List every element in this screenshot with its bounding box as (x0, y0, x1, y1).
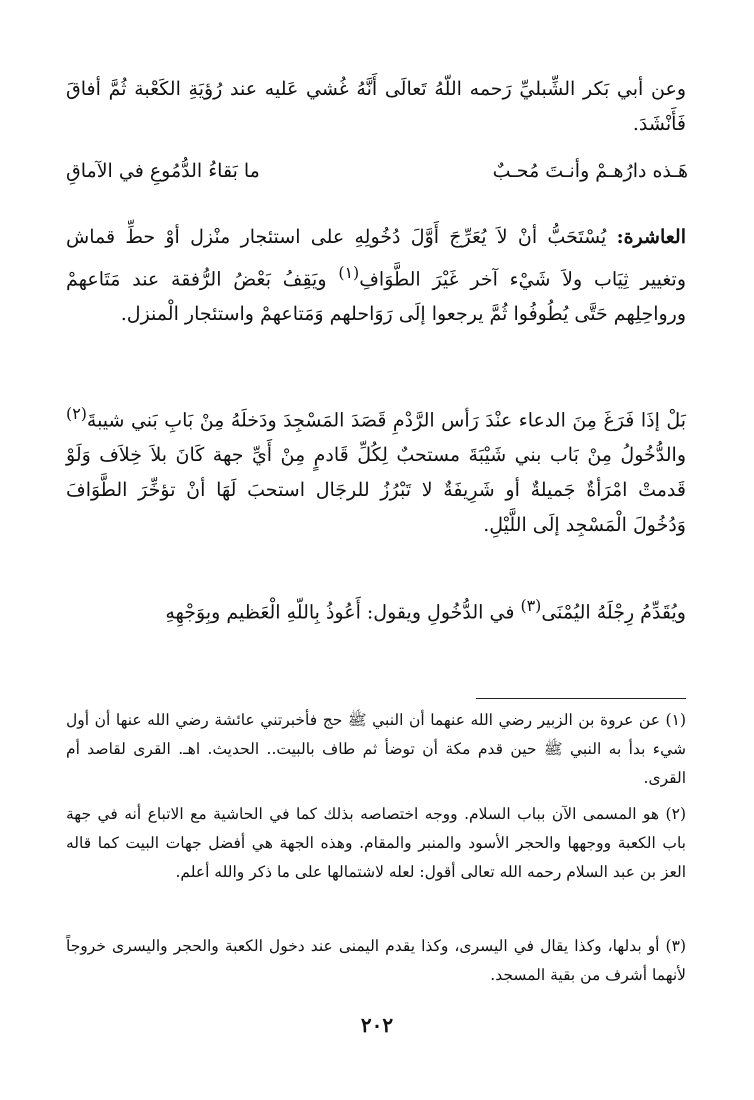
footnote-ref-3[interactable]: (٣) (520, 596, 542, 615)
footnote-3 (66, 932, 686, 990)
footnote-text: عن عروة بن الزبير رضي الله عنهما أن النبي ﷺ حج فأخبرتني عائشة رضي الله عنها أن أول شيء بدأ به النبي ﷺ حين قدم مكة أن توضأ ثم طاف بالبيت.. الحديث. اهـ. القرى لقاصد أم القرى. (66, 711, 686, 787)
paragraph-tenth-text-continued: ويَقِفُ بَعْضُ الرُّفقة عند مَتَاعهمْ ورواحِلِهم حَتَّى يُطُوفُوا ثُمَّ يرجعوا إلَى رَوَاحلهم وَمَتاعهمْ واستئجار الْمنزل. (66, 268, 686, 326)
paragraph-shibli (66, 72, 686, 142)
paragraph-right-foot (66, 588, 686, 630)
paragraph-entering-text: بَلْ إذَا فَرَغَ مِنَ الدعاء عنْدَ رَأس الرَّدْمِ قَصَدَ المَسْجِدَ ودَخلَهُ مِنْ بَابِ بَني شيبةَ (86, 409, 686, 432)
footnote-ref-1[interactable]: (١) (338, 263, 360, 282)
paragraph-tenth (66, 220, 686, 332)
paragraph-right-foot-text-continued: في الدُّخُولِ ويقول: أَعُوذُ بِاللّهِ الْعَظيم وبِوَجْهِهِ (165, 601, 515, 624)
footnote-marker: (١) (665, 711, 686, 729)
paragraph-heading: العاشرة: (616, 226, 686, 248)
footnote-separator (476, 698, 686, 699)
paragraph-entering-text-continued: والدُّخُولُ مِنْ بَاب بني شَيْبَةَ مستحبٌ لِكُلِّ قَادمٍ مِنْ أَيِّ جهة كَانَ بلاَ خِلاَف وَلَوْ قَدمتْ امْرَأةٌ جَميلةٌ أو شَرِيفَةٌ لا تَبْرُزُ للرجَال استحبَ لَهَا أنْ تؤخِّرَ الطَّوَافَ وَدُخُولَ الْمَسْجِد إلَى اللَّيْلِ. (66, 444, 686, 537)
footnote-1 (66, 706, 686, 793)
verse-second-hemistich: ما بَقاءُ الدُّمُوعِ في الآماقِ (66, 160, 260, 182)
footnote-text: أو بدلها، وكذا يقال في اليسرى، وكذا يقدم اليمنى عند دخول الكعبة والحجر واليسرى خروجاً لأنهما أشرف من بقية المسجد. (66, 937, 686, 984)
page-number: ٢٠٢ (360, 1013, 394, 1037)
footnote-marker: (٢) (665, 805, 686, 823)
poetry-verse (66, 151, 688, 191)
footnote-marker: (٣) (665, 937, 686, 955)
footnote-ref-2[interactable]: (٢) (66, 404, 87, 423)
paragraph-tenth-text: يُسْتَحَبُّ أنْ لاَ يُعَرِّجَ أَوَّلَ دُخُولِهِ على استئجار منْزل أوْ حطِّ قماش وتغيير ثِيَاب ولاَ شَيْء آخر غَيْرَ الطَّوَافِ (66, 226, 687, 291)
paragraph-shibli-text: وعن أبي بَكر الشِّبليِّ رَحمه اللّهُ تَعالَى أَنَّهُ غُشي عَليه عند رُؤيَةِ الكَعْبة ثُمَّ أفاقَ فَأَنْشَدَ. (66, 78, 686, 135)
paragraph-right-foot-text: ويُقَدِّمُ رِجْلَهُ اليُمْنَى (541, 601, 686, 624)
footnote-2 (66, 800, 686, 887)
footnote-text: هو المسمى الآن بباب السلام. ووجه اختصاصه بذلك كما في الحاشية مع الاتباع أنه في جهة باب الكعبة ووجهها والحجر الأسود والمنبر والمقام. وهذه الجهة هي أفضل جهات البيت كما قاله العز بن عبد السلام رحمه الله تعالى أقول: لعله لاشتمالها على ما ذكر والله أعلم. (66, 805, 686, 881)
paragraph-entering-mosque (66, 396, 686, 543)
verse-first-hemistich: هَـذه دارُهـمْ وأنـتَ مُحـبٌ (492, 160, 688, 182)
